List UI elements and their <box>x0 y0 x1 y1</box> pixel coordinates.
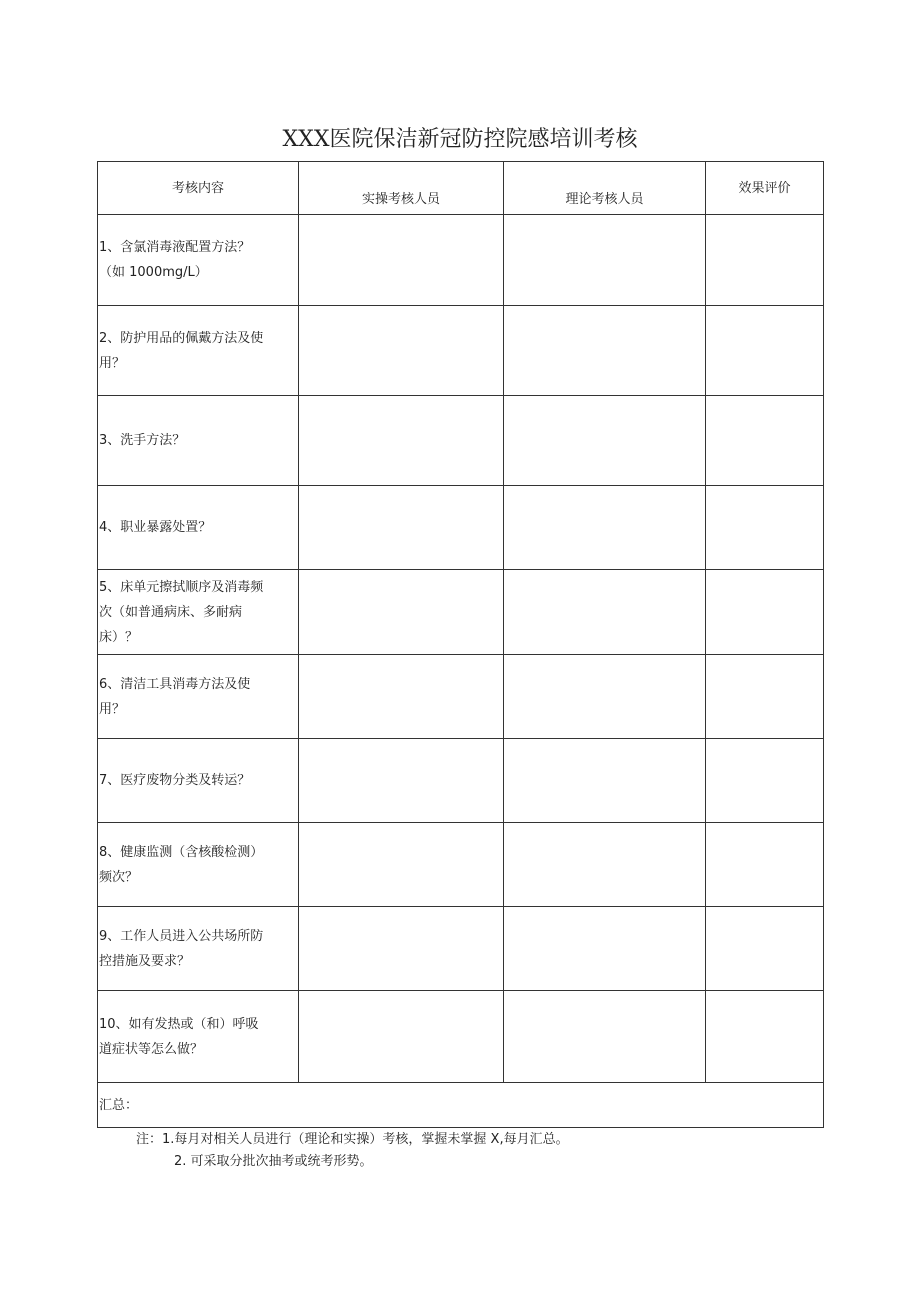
effect-cell[interactable] <box>706 215 824 306</box>
practical-cell[interactable] <box>299 570 504 655</box>
practical-cell[interactable] <box>299 739 504 823</box>
item-cell <box>98 396 299 486</box>
table-row <box>98 655 824 739</box>
theory-cell[interactable] <box>504 570 706 655</box>
item-cell <box>98 570 299 655</box>
item-cell <box>98 991 299 1083</box>
table-row <box>98 396 824 486</box>
practical-cell[interactable] <box>299 396 504 486</box>
summary-row <box>98 1083 824 1128</box>
practical-cell[interactable] <box>299 907 504 991</box>
theory-cell[interactable] <box>504 306 706 396</box>
table-row <box>98 215 824 306</box>
notes <box>136 1129 569 1173</box>
item-text: 6、清洁工具消毒方法及使 用？ <box>99 676 251 717</box>
practical-cell[interactable] <box>299 486 504 570</box>
effect-cell[interactable] <box>706 991 824 1083</box>
table-row <box>98 823 824 907</box>
item-cell <box>98 739 299 823</box>
effect-cell[interactable] <box>706 306 824 396</box>
table-row <box>98 907 824 991</box>
note-line-2: 2. 可采取分批次抽考或统考形势。 <box>174 1154 373 1169</box>
item-text: 4、职业暴露处置？ <box>99 520 212 535</box>
practical-cell[interactable] <box>299 306 504 396</box>
item-cell <box>98 215 299 306</box>
header-content: 考核内容 <box>98 162 299 215</box>
table-row <box>98 991 824 1083</box>
summary-cell[interactable] <box>98 1083 824 1128</box>
table-row <box>98 570 824 655</box>
item-cell <box>98 907 299 991</box>
page-title: XXX医院保洁新冠防控院感培训考核 <box>282 127 638 152</box>
item-text: 1、含氯消毒液配置方法？ （如 1000mg/L） <box>99 240 251 280</box>
item-text: 3、洗手方法？ <box>99 433 186 448</box>
effect-cell[interactable] <box>706 486 824 570</box>
item-text: 7、医疗废物分类及转运？ <box>99 773 251 788</box>
assessment-table <box>97 161 824 1128</box>
table-header-row <box>98 162 824 215</box>
practical-cell[interactable] <box>299 991 504 1083</box>
summary-label: 汇总： <box>99 1097 139 1113</box>
effect-cell[interactable] <box>706 570 824 655</box>
effect-cell[interactable] <box>706 823 824 907</box>
effect-cell[interactable] <box>706 907 824 991</box>
header-theory-examiner: 理论考核人员 <box>504 162 706 215</box>
practical-cell[interactable] <box>299 823 504 907</box>
theory-cell[interactable] <box>504 396 706 486</box>
theory-cell[interactable] <box>504 823 706 907</box>
theory-cell[interactable] <box>504 215 706 306</box>
effect-cell[interactable] <box>706 396 824 486</box>
effect-cell[interactable] <box>706 655 824 739</box>
item-text: 9、工作人员进入公共场所防 控措施及要求？ <box>99 928 264 969</box>
effect-cell[interactable] <box>706 739 824 823</box>
practical-cell[interactable] <box>299 655 504 739</box>
item-text: 2、防护用品的佩戴方法及使 用？ <box>99 330 264 371</box>
note-line-1: 注：1.每月对相关人员进行（理论和实操）考核，掌握未掌握 X,每月汇总。 <box>136 1132 569 1147</box>
item-text: 8、健康监测（含核酸检测） 频次？ <box>99 844 264 885</box>
item-cell <box>98 823 299 907</box>
practical-cell[interactable] <box>299 215 504 306</box>
item-cell <box>98 655 299 739</box>
theory-cell[interactable] <box>504 739 706 823</box>
table-row <box>98 739 824 823</box>
theory-cell[interactable] <box>504 991 706 1083</box>
item-text: 10、如有发热或（和）呼吸 道症状等怎么做？ <box>99 1016 259 1057</box>
theory-cell[interactable] <box>504 655 706 739</box>
table-row <box>98 306 824 396</box>
header-practical-examiner: 实操考核人员 <box>299 162 504 215</box>
item-cell <box>98 306 299 396</box>
theory-cell[interactable] <box>504 907 706 991</box>
item-text: 5、床单元擦拭顺序及消毒频 次（如普通病床、多耐病 床）？ <box>99 579 264 645</box>
theory-cell[interactable] <box>504 486 706 570</box>
header-effect-evaluation: 效果评价 <box>706 162 824 215</box>
item-cell <box>98 486 299 570</box>
table-row <box>98 486 824 570</box>
